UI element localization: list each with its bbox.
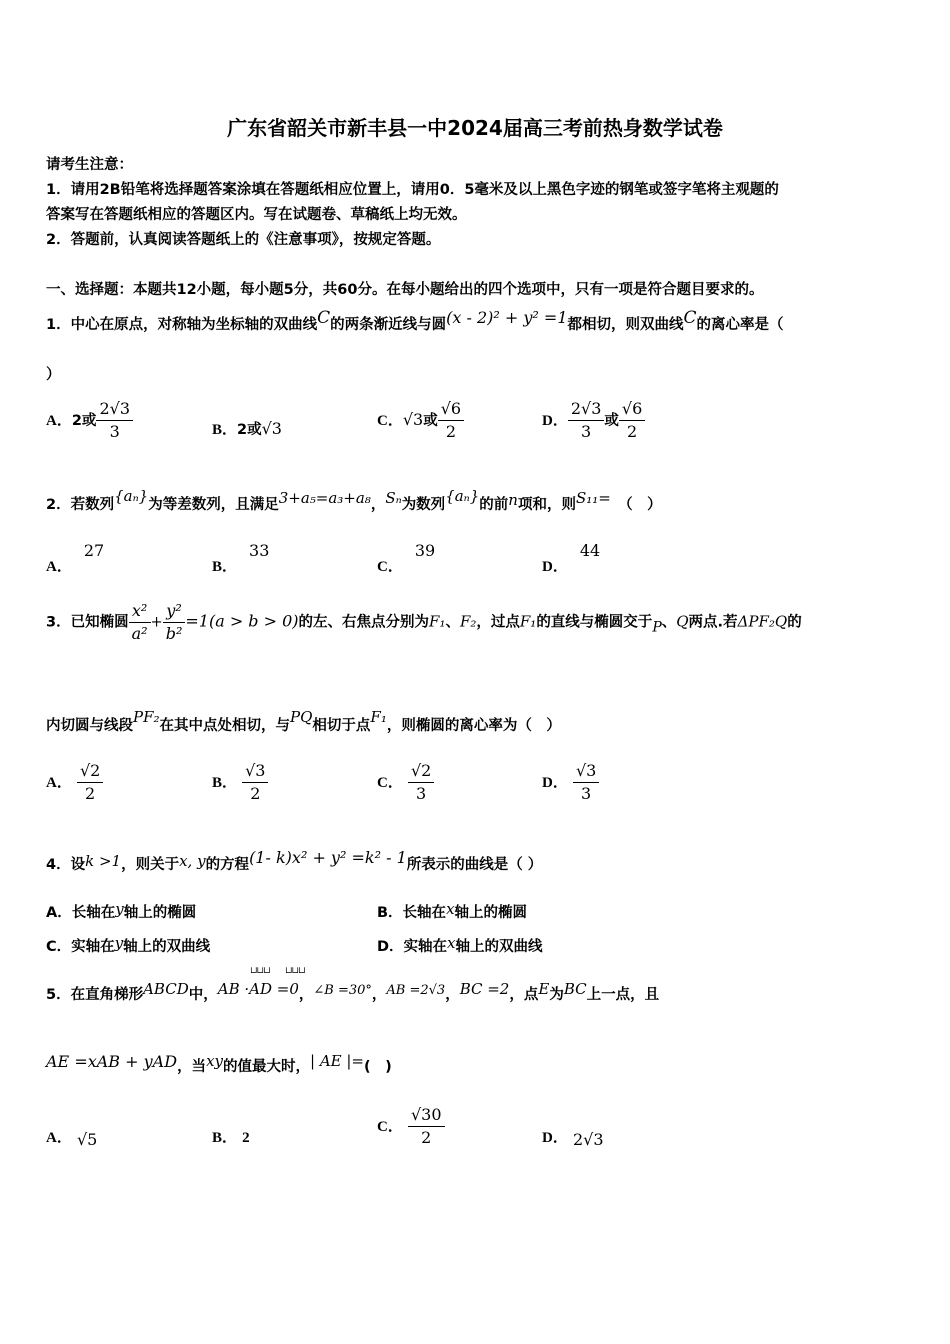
section-heading: 一、选择题：本题共12小题，每小题5分，共60分。在每小题给出的四个选项中，只有一项是符合题目要求的。 <box>46 282 764 298</box>
q1-option-a-numerator: 2√3 <box>96 398 133 421</box>
q1-option-a-label: A． <box>46 413 72 429</box>
q5-text-5: 上一点，且 <box>586 987 660 1003</box>
q3-option-c-denominator: 3 <box>416 784 427 803</box>
q2-option-a-value: 27 <box>83 541 105 560</box>
q3-option-b-numerator: √3 <box>242 760 268 783</box>
q2-sum-sn: Sₙ <box>385 489 402 507</box>
q3-option-d-denominator: 3 <box>581 784 592 803</box>
q4-equation: (1- k)x² + y² =k² - 1 <box>249 848 407 867</box>
q3-frac-b2: b² <box>165 624 183 643</box>
q4-text-3: 的方程 <box>205 857 250 873</box>
q2-text-2: 为等差数列，且满足 <box>148 497 279 513</box>
q1-option-d-numerator-2: √6 <box>619 398 645 421</box>
q3-option-b-denominator: 2 <box>250 784 261 803</box>
q1-close-paren: ） <box>46 367 61 383</box>
q2-option-a[interactable] <box>46 540 105 575</box>
notice-line-2: 答案写在答题纸相应的答题区内。写在试题卷、草稿纸上均无效。 <box>46 207 467 223</box>
q5-text-3: ，点 <box>509 987 539 1003</box>
q3-focus-f1-3: F₁ <box>370 708 387 726</box>
q4-option-a-axis: y <box>115 900 124 918</box>
q5-option-d-value: 2√3 <box>572 1130 604 1149</box>
q5-text-8: ( ) <box>364 1059 392 1075</box>
q5-comma-1: ， <box>298 987 314 1003</box>
q1-option-c-numerator: √6 <box>438 398 464 421</box>
q5-option-c-numerator: √30 <box>408 1104 445 1127</box>
q1-option-a-denominator: 3 <box>109 422 120 441</box>
q4-xy: x, y <box>179 852 206 870</box>
q3-option-c-label: C． <box>377 775 403 791</box>
notice-line-1: 1．请用2B铅笔将选择题答案涂填在答题纸相应位置上，请用0．5毫米及以上黑色字迹的钢笔或签字笔将主观题的 <box>46 182 779 198</box>
q5-abs-ae: | AE |= <box>310 1052 364 1070</box>
question-5-stem-line-2 <box>46 1052 392 1076</box>
notice-line-3: 2．答题前，认真阅读答题纸上的《注意事项》，按规定答题。 <box>46 232 441 248</box>
q3-option-a-label: A． <box>46 775 72 791</box>
q1-option-d-label: D． <box>542 413 568 429</box>
q5-length-bc: BC =2 <box>459 980 510 998</box>
q2-text-1: 2．若数列 <box>46 497 115 513</box>
q2-option-a-label: A． <box>46 559 72 575</box>
q5-vector-arrow-ad: ⊔⊔⊔ <box>285 966 305 976</box>
q3-option-c-numerator: √2 <box>408 760 434 783</box>
q1-option-a-value-1: 2或 <box>71 413 97 429</box>
q2-option-c-value: 39 <box>414 541 436 560</box>
q5-comma-3: ， <box>445 987 460 1003</box>
q3-ellipse-condition: =1(a > b > 0) <box>185 611 299 631</box>
q5-text-7: 的值最大时， <box>223 1059 310 1075</box>
q1-option-c[interactable] <box>377 398 464 443</box>
q5-option-b[interactable] <box>212 1126 250 1147</box>
question-4-stem <box>46 848 542 874</box>
q4-k-condition: k >1 <box>85 852 122 870</box>
q4-option-d-text-2: 轴上的双曲线 <box>455 939 543 955</box>
q4-option-b-text-1: B．长轴在 <box>377 905 447 921</box>
q5-vector-arrow-ab: ⊔⊔⊔ <box>250 966 270 976</box>
q4-text-1: 4．设 <box>46 857 86 873</box>
q5-text-2: 中， <box>188 987 218 1003</box>
q4-option-a[interactable] <box>46 900 196 922</box>
q3-dun-2: 、 <box>661 614 677 631</box>
q1-option-d-numerator-1: 2√3 <box>568 398 605 421</box>
q1-option-d-denominator-2: 2 <box>627 422 638 441</box>
q2-option-b-value: 33 <box>249 541 270 560</box>
q3-text-4: 的直线与椭圆交于 <box>536 614 653 631</box>
q2-option-b[interactable] <box>212 540 270 575</box>
q3-dun: 、 <box>445 614 460 631</box>
q3-option-d-label: D． <box>542 775 568 791</box>
q5-text-6: ，当 <box>177 1059 207 1075</box>
q5-vector-equation: AE =xAB + yAD <box>46 1052 178 1071</box>
q2-sequence-an: {aₙ} <box>114 487 149 505</box>
question-2-stem <box>46 487 662 514</box>
q1-text-1: 1．中心在原点，对称轴为坐标轴的双曲线 <box>46 317 318 333</box>
q1-option-c-value-1: √3 <box>402 410 424 429</box>
q4-option-a-text-1: A．长轴在 <box>46 905 116 921</box>
question-1-stem <box>46 308 784 334</box>
q1-option-d[interactable] <box>542 398 645 443</box>
q2-condition-equation: 3+a₅=a₃+a₈ <box>278 489 371 507</box>
q3-focus-f2: F₂ <box>459 612 477 631</box>
q5-option-d[interactable] <box>542 1126 604 1147</box>
q4-option-c-text-2: 轴上的双曲线 <box>123 939 211 955</box>
q5-option-b-value: 2 <box>242 1130 250 1146</box>
q5-option-b-label: B． <box>212 1130 238 1146</box>
q1-hyperbola-c: C <box>317 308 331 328</box>
q5-option-a[interactable] <box>46 1126 97 1147</box>
q2-s11: S₁₁= <box>575 489 611 507</box>
question-3-stem-line-2 <box>46 708 561 735</box>
q2-option-d-label: D． <box>542 559 568 575</box>
q1-option-b-value-1: 2或 <box>237 422 262 438</box>
q3-plus: + <box>150 614 163 631</box>
q3-frac-y2: y² <box>163 600 186 623</box>
q4-option-b[interactable] <box>377 900 527 922</box>
q3-text-7: 内切圆与线段 <box>46 718 133 734</box>
q1-option-d-denominator-1: 3 <box>581 422 592 441</box>
q4-option-c-axis: y <box>114 934 124 952</box>
q5-trapezoid: ABCD <box>143 980 189 998</box>
q3-text-9: 相切于点 <box>312 718 371 734</box>
q5-option-a-label: A． <box>46 1130 72 1146</box>
q3-segment-pq: PQ <box>290 708 313 726</box>
q4-text-4: 所表示的曲线是（ ） <box>406 857 543 873</box>
q4-option-d-text-1: D．实轴在 <box>377 939 448 955</box>
q3-frac-x2: x² <box>129 600 151 623</box>
q4-option-b-text-2: 轴上的椭圆 <box>454 905 528 921</box>
q5-option-c-label: C． <box>377 1119 403 1135</box>
q5-option-d-label: D． <box>542 1130 568 1146</box>
q3-option-a[interactable] <box>46 760 103 805</box>
q3-option-b-label: B． <box>212 775 238 791</box>
q3-point-p: P <box>652 619 662 636</box>
q2-option-c[interactable] <box>377 540 436 575</box>
q2-comma: ， <box>370 497 386 513</box>
q2-option-c-label: C． <box>377 559 403 575</box>
q5-angle-b: ∠B =30° <box>313 983 372 998</box>
q1-option-b[interactable] <box>212 418 282 439</box>
q2-n: n <box>508 491 518 509</box>
q1-text-2: 的两条渐近线与圆 <box>330 317 447 333</box>
q5-length-ab: AB =2√3 <box>386 983 446 998</box>
q3-text-3: ，过点 <box>476 614 520 631</box>
q3-option-b[interactable] <box>212 760 268 805</box>
q5-segment-bc: BC <box>563 980 587 998</box>
q3-option-a-denominator: 2 <box>85 784 96 803</box>
q4-option-c-text-1: C．实轴在 <box>46 939 115 955</box>
q5-option-a-value: √5 <box>76 1130 98 1149</box>
q2-text-6: （ ） <box>625 497 662 513</box>
q3-text-1: 3．已知椭圆 <box>46 614 129 631</box>
q1-text-4: 的离心率是（ <box>696 317 784 333</box>
q2-text-4: 的前 <box>479 497 509 513</box>
q5-text-1: 5．在直角梯形 <box>46 987 144 1003</box>
q4-option-b-axis: x <box>446 900 455 918</box>
q2-option-d-value: 44 <box>579 541 601 560</box>
q1-option-c-or: 或 <box>423 413 438 429</box>
q3-option-a-numerator: √2 <box>77 760 103 783</box>
q5-dot-product: AB ·AD =0 <box>217 980 299 998</box>
q5-xy: xy <box>206 1052 223 1070</box>
q5-point-e: E <box>538 980 550 998</box>
q3-text-8: 在其中点处相切，与 <box>159 718 291 734</box>
q3-focus-f1: F₁ <box>429 612 446 631</box>
q3-text-6: 的 <box>787 614 802 631</box>
question-5-stem <box>46 980 659 1004</box>
q3-text-5: 两点.若 <box>688 614 738 631</box>
q1-text-3: 都相切，则双曲线 <box>567 317 684 333</box>
q2-option-b-label: B． <box>212 559 238 575</box>
q3-focus-f1-2: F₁ <box>519 612 537 631</box>
q3-frac-a2: a² <box>131 624 148 643</box>
q1-option-c-label: C． <box>377 413 403 429</box>
q3-option-c[interactable] <box>377 760 434 805</box>
q2-sequence-an-2: {aₙ} <box>445 487 480 505</box>
q4-text-2: ，则关于 <box>121 857 180 873</box>
q5-comma-2: ， <box>371 987 387 1003</box>
q5-option-c[interactable] <box>377 1104 445 1149</box>
q1-circle-equation: (x - 2)² + y² =1 <box>446 308 568 327</box>
q1-option-d-or: 或 <box>604 413 619 429</box>
q4-option-d[interactable] <box>377 934 543 956</box>
q4-option-d-axis: x <box>447 934 456 952</box>
q1-option-c-denominator: 2 <box>445 422 456 441</box>
q1-hyperbola-c-2: C <box>683 308 697 328</box>
q5-text-4: 为 <box>549 987 564 1003</box>
q3-text-10: ，则椭圆的离心率为（ ） <box>386 718 561 734</box>
q3-option-d-numerator: √3 <box>573 760 599 783</box>
q1-option-b-label: B． <box>212 422 238 438</box>
q2-text-5: 项和，则 <box>517 497 576 513</box>
notice-heading: 请考生注意： <box>46 157 133 173</box>
q2-option-d[interactable] <box>542 540 601 575</box>
question-3-stem <box>46 600 802 645</box>
q4-option-c[interactable] <box>46 934 210 956</box>
q1-option-a[interactable] <box>46 398 133 443</box>
page-title: 广东省韶关市新丰县一中2024届高三考前热身数学试卷 <box>227 116 723 140</box>
q3-point-q: Q <box>676 612 689 631</box>
q2-text-3: 为数列 <box>401 497 446 513</box>
q1-option-b-value-2: √3 <box>261 419 282 438</box>
q3-option-d[interactable] <box>542 760 599 805</box>
q3-triangle: ΔPF₂Q <box>737 612 788 631</box>
q3-text-2: 的左、右焦点分别为 <box>298 614 430 631</box>
q3-segment-pf2: PF₂ <box>133 708 160 726</box>
q4-option-a-text-2: 轴上的椭圆 <box>123 905 197 921</box>
q5-option-c-denominator: 2 <box>421 1128 432 1147</box>
